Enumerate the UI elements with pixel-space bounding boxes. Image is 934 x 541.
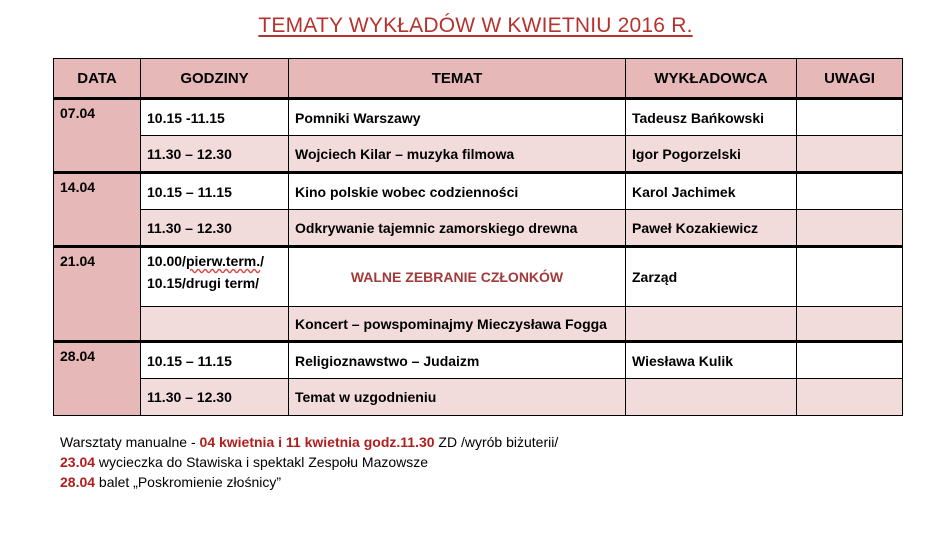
hours-cell: 11.30 – 12.30: [141, 379, 289, 416]
topic-cell: Religioznawstwo – Judaizm: [289, 342, 626, 379]
lecturer-cell: Zarząd: [626, 247, 797, 307]
notes-cell: [797, 173, 903, 210]
lecturer-cell: [626, 379, 797, 416]
table-row: [54, 307, 903, 342]
topic-cell: Wojciech Kilar – muzyka filmowa: [289, 136, 626, 173]
header-lecturer: WYKŁADOWCA: [626, 59, 797, 99]
footnote-2-detail: wycieczka do Stawiska i spektakl Zespołu Mazowsze: [95, 454, 429, 470]
notes-cell: [797, 247, 903, 307]
footnote-2-date: 23.04: [60, 454, 96, 470]
hours-cell: 11.30 – 12.30: [141, 136, 289, 173]
topic-cell: Koncert – powspominajmy Mieczysława Fogga: [289, 307, 626, 342]
table-row: [54, 99, 903, 136]
hours-cell: 11.30 – 12.30: [141, 210, 289, 247]
lecturer-cell: Tadeusz Bańkowski: [626, 99, 797, 136]
table-row: [54, 247, 903, 307]
notes-cell: [797, 136, 903, 173]
table-row: [54, 342, 903, 379]
table-row: [54, 173, 903, 210]
footnotes: [60, 432, 558, 492]
table-row: [54, 379, 903, 416]
topic-cell-special: WALNE ZEBRANIE CZŁONKÓW: [289, 247, 626, 307]
topic-cell: Odkrywanie tajemnic zamorskiego drewna: [289, 210, 626, 247]
hours-line-1b: pierw.term.: [185, 253, 261, 269]
header-notes: UWAGI: [797, 59, 903, 99]
date-cell: 28.04: [54, 342, 141, 416]
hours-cell: 10.15 -11.15: [141, 99, 289, 136]
page-title: TEMATY WYKŁADÓW W KWIETNIU 2016 R.: [258, 14, 693, 37]
lecturer-cell: Wiesława Kulik: [626, 342, 797, 379]
hours-line-2: 10.15/drugi term/: [147, 275, 260, 291]
lecturer-cell: Igor Pogorzelski: [626, 136, 797, 173]
hours-cell: 10.15 – 11.15: [141, 342, 289, 379]
lecturer-cell: Paweł Kozakiewicz: [626, 210, 797, 247]
hours-line-1a: 10.00/: [147, 253, 186, 269]
date-cell: 21.04: [54, 247, 141, 342]
topic-cell: Kino polskie wobec codzienności: [289, 173, 626, 210]
hours-line-1c: /: [260, 253, 264, 269]
date-cell: 14.04: [54, 173, 141, 247]
notes-cell: [797, 210, 903, 247]
footnote-1-detail: ZD /wyrób biżuterii/: [434, 434, 559, 450]
footnote-workshops: [60, 432, 558, 452]
notes-cell: [797, 342, 903, 379]
footnote-ballet: [60, 472, 558, 492]
lectures-table: [53, 58, 903, 416]
notes-cell: [797, 99, 903, 136]
topic-cell: Temat w uzgodnieniu: [289, 379, 626, 416]
hours-cell: 10.15 – 11.15: [141, 173, 289, 210]
header-date: DATA: [54, 59, 141, 99]
footnote-1-dates: 04 kwietnia i 11 kwietnia godz.11.30: [199, 434, 435, 450]
footnote-1-label: Warsztaty manualne -: [60, 434, 200, 450]
date-cell: 07.04: [54, 99, 141, 173]
table-header-row: [54, 59, 903, 99]
hours-cell: [141, 247, 289, 307]
table-row: [54, 136, 903, 173]
header-topic: TEMAT: [289, 59, 626, 99]
lecturer-cell: Karol Jachimek: [626, 173, 797, 210]
table-row: [54, 210, 903, 247]
lecturer-cell: [626, 307, 797, 342]
topic-cell: Pomniki Warszawy: [289, 99, 626, 136]
footnote-trip: [60, 452, 558, 472]
footnote-3-date: 28.04: [60, 474, 96, 490]
notes-cell: [797, 307, 903, 342]
hours-cell: [141, 307, 289, 342]
header-hours: GODZINY: [141, 59, 289, 99]
notes-cell: [797, 379, 903, 416]
footnote-3-detail: balet „Poskromienie złośnicy”: [95, 474, 282, 490]
